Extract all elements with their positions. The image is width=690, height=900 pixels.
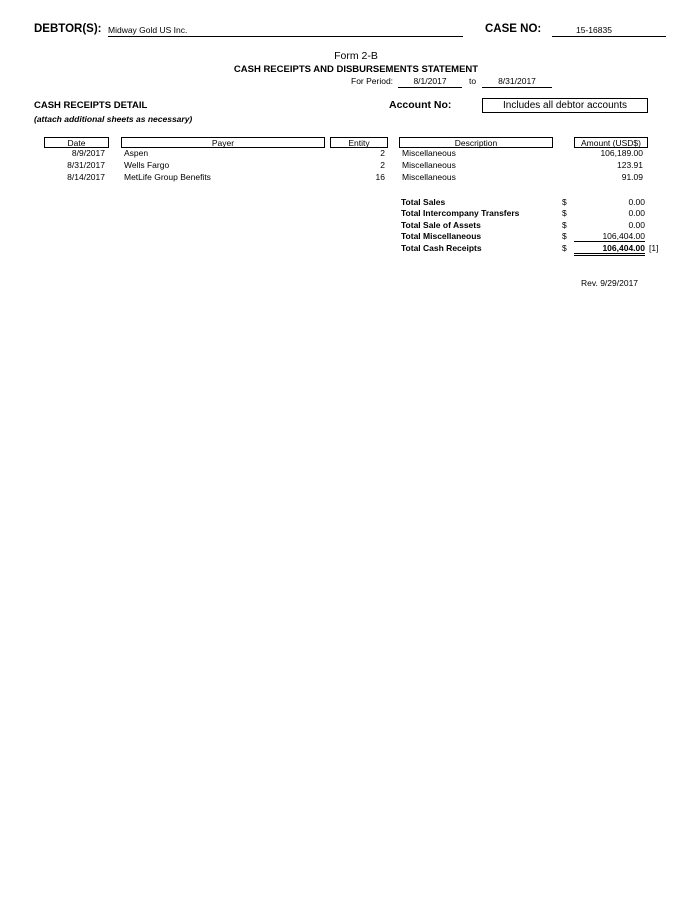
- total-label: Total Sales: [401, 197, 446, 207]
- total-value: 106,404.00: [574, 231, 645, 242]
- row-date: 8/9/2017: [71, 148, 105, 158]
- case-number: 15-16835: [576, 25, 612, 35]
- row-amount: 123.91: [617, 160, 643, 170]
- period-start: 8/1/2017: [398, 76, 462, 88]
- account-value-box: Includes all debtor accounts: [482, 98, 648, 113]
- total-value: 106,404.00: [574, 243, 645, 256]
- section-subtitle: (attach additional sheets as necessary): [34, 114, 193, 124]
- total-label: Total Miscellaneous: [401, 231, 482, 241]
- total-value: 0.00: [628, 197, 645, 207]
- header-date: Date: [44, 137, 109, 148]
- form-number: Form 2-B: [334, 50, 378, 62]
- row-date: 8/14/2017: [67, 172, 105, 182]
- revision-note: Rev. 9/29/2017: [581, 278, 639, 288]
- row-entity: 2: [380, 160, 385, 170]
- row-description: Miscellaneous: [402, 160, 456, 170]
- total-currency: $: [562, 243, 567, 253]
- case-number-field: [552, 25, 666, 37]
- account-label: Account No:: [389, 99, 452, 111]
- header-amount: Amount (USD$): [574, 137, 648, 148]
- period-label: For Period:: [351, 76, 394, 86]
- row-description: Miscellaneous: [402, 172, 456, 182]
- total-label: Total Sale of Assets: [401, 220, 481, 230]
- total-value: 0.00: [628, 220, 645, 230]
- debtor-label: DEBTOR(S):: [34, 23, 102, 35]
- row-entity: 2: [380, 148, 385, 158]
- row-entity: 16: [375, 172, 385, 182]
- total-footnote: [1]: [649, 243, 659, 253]
- period-to: to: [469, 76, 477, 86]
- row-payer: Wells Fargo: [124, 160, 170, 170]
- total-label: Total Cash Receipts: [401, 243, 482, 253]
- total-currency: $: [562, 197, 567, 207]
- debtor-field: [108, 25, 463, 37]
- row-amount: 106,189.00: [600, 148, 643, 158]
- row-payer: Aspen: [124, 148, 149, 158]
- total-value: 0.00: [628, 208, 645, 218]
- section-title: CASH RECEIPTS DETAIL: [34, 100, 148, 111]
- total-currency: $: [562, 231, 567, 241]
- row-description: Miscellaneous: [402, 148, 456, 158]
- total-currency: $: [562, 220, 567, 230]
- period-end: 8/31/2017: [482, 76, 552, 88]
- total-label: Total Intercompany Transfers: [401, 208, 520, 218]
- debtor-name: Midway Gold US Inc.: [108, 25, 188, 35]
- statement-title: CASH RECEIPTS AND DISBURSEMENTS STATEMENT: [233, 64, 479, 75]
- total-currency: $: [562, 208, 567, 218]
- row-amount: 91.09: [621, 172, 643, 182]
- case-number-label: CASE NO:: [485, 23, 542, 35]
- header-description: Description: [399, 137, 553, 148]
- header-entity: Entity: [330, 137, 388, 148]
- row-payer: MetLife Group Benefits: [124, 172, 211, 182]
- row-date: 8/31/2017: [67, 160, 105, 170]
- header-payer: Payer: [121, 137, 325, 148]
